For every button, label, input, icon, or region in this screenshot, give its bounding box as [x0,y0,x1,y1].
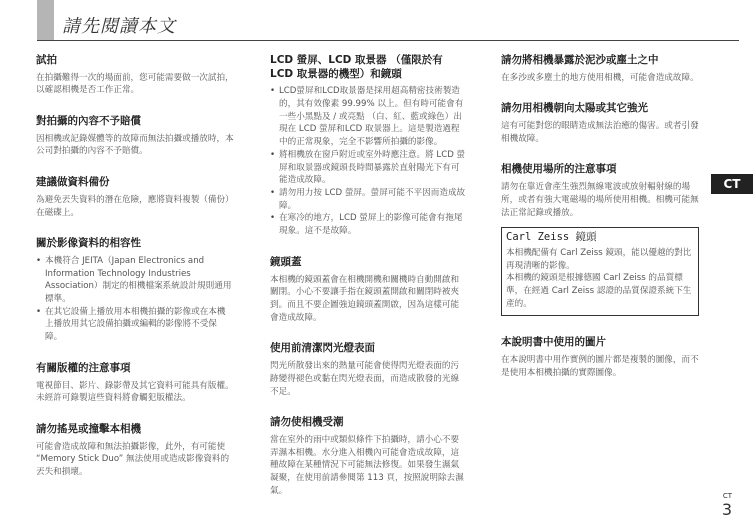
section-copyright [36,362,234,405]
page-language-code: CT [722,492,732,500]
column-1 [36,54,234,497]
bullet-item: • 請勿用力按 LCD 螢屏。螢屏可能不平因而造成故障。 [270,187,466,212]
section-body: 請勿在靠近會產生強烈無線電波或放射輻射線的場所，或者有強大電磁場的場所使用相機。相機可能無法正常記錄或播放。 [501,182,699,218]
section-flash [270,342,466,398]
section-sun [501,102,699,145]
section-sand-dust [501,54,699,84]
section-title: 鏡頭蓋 [270,255,302,268]
section-title: 有關版權的注意事項 [36,361,131,374]
bullet-item: • 本機符合 JEITA（Japan Electronics and Information Technology Industries Association）制定的相機檔案系統設計規則通用標準。 [36,255,234,306]
section-body: 這有可能對您的眼睛造成無法治癒的傷害。或者引發相機故障。 [501,121,699,144]
bullet-item: • 在寒冷的地方，LCD 螢屏上的影像可能會有拖尾現象。這不是故障。 [270,212,466,237]
bullet-item: • 在其它設備上播放用本相機拍攝的影像或在本機上播放用其它設備拍攝或編輯的影像將不受保障。 [36,306,234,344]
box-paragraph: 本相機配備有 Carl Zeiss 鏡頭，能以優越的對比再現清晰的影像。 [506,247,692,271]
section-title: 建議做資料備份 [36,176,110,189]
section-body: 閃光所散發出來的熱量可能會使得閃光燈表面的污跡變得褪色或黏在閃光燈表面，而造成散發的光線不足。 [270,361,460,397]
section-title: 本說明書中使用的圖片 [501,336,606,349]
bullet-list [270,85,466,238]
section-body: 為避免丟失資料的潛在危險，應將資料複製（備份）在磁碟上。 [36,194,234,218]
header-bar [37,0,54,41]
section-no-shake [36,423,234,479]
section-title: 請勿用相機朝向太陽或其它強光 [501,102,648,115]
section-moisture [270,416,466,497]
column-2 [270,54,466,515]
language-tab: CT [711,174,753,194]
bullet-item: • 將相機放在窗戶附近或室外時應注意。將 LCD 螢屏和取景器或鏡頭長時間暴露於直射陽光下有可能造成故障。 [270,149,466,187]
section-images [501,336,699,379]
section-lens-cover [270,256,466,325]
page-title: 請先閱讀本文 [62,16,176,37]
section-body: 在拍攝難得一次的場面前，您可能需要做一次試拍，以確認相機是否工作正常。 [36,72,234,96]
section-title: 對拍攝的內容不予賠償 [36,115,141,128]
column-3 [501,54,699,398]
section-title: 使用前清潔閃光燈表面 [270,342,375,355]
bullet-list [36,255,234,344]
section-location [501,163,699,219]
section-body: 在多沙或多塵土的地方使用相機，可能會造成故障。 [501,72,699,83]
section-title: 請勿搖晃或撞擊本相機 [36,422,141,435]
box-title: Carl Zeiss 鏡頭 [506,231,597,244]
section-body: 當在室外的雨中或類似條件下拍攝時，請小心不要弄濕本相機。水分進入相機內可能會造成故障，這種故障在某種情況下可能無法修復。如果發生濕氣凝聚，在使用前請參閱第 113 頁，按照說明除去濕氣。 [270,434,464,496]
section-body: 電視節目、影片、錄影帶及其它資料可能具有版權。未經許可錄製這些資料將會觸犯版權法。 [36,380,234,404]
section-title: 試拍 [36,54,57,66]
section-body: 可能會造成故障和無法拍攝影像，此外，有可能使 “Memory Stick Duo” 無法使用或造成影像資料的丟失和損壞。 [36,441,230,478]
section-title: LCD 螢屏、LCD 取景器 （僅限於有 LCD 取景器的機型）和鏡頭 [270,54,443,80]
box-paragraph: 本相機的鏡頭是根據德國 Carl Zeiss 的品質標準，在經過 Carl Zeiss 認證的品質保證系統下生產的。 [506,273,692,309]
bullet-item: • LCD螢屏和LCD取景器是採用超高精密技術製造的，其有效像素 99.99% 以上。但有時可能會有一些小黑點及 / 或亮點 （白、紅、藍或綠色）出現在 LCD 螢屏和LCD 取景器上。這是製造過程中的正常現象，完全不影響所拍攝的影像。 [270,85,466,149]
section-body: 因相機或記錄媒體等的故障而無法拍攝或播放時，本公司對拍攝的內容不予賠償。 [36,133,234,157]
section-no-compensation [36,115,234,158]
section-lcd [270,54,466,238]
section-body: 在本說明書中用作實例的圖片都是複製的圖像，而不是使用本相機拍攝的實際圖像。 [501,355,699,378]
section-title: 請勿將相機暴露於泥沙或塵土之中 [501,54,659,66]
header-rule [37,40,739,41]
section-compatibility [36,237,234,344]
page-number: 3 [721,500,732,519]
section-title: 相機使用場所的注意事項 [501,163,617,176]
section-title: 關於影像資料的相容性 [36,237,141,250]
section-test-shot [36,54,234,97]
section-backup [36,176,234,219]
section-title: 請勿使相機受潮 [270,416,344,429]
carl-zeiss-box [501,227,699,316]
section-body: 本相機的鏡頭蓋會在相機開機和關機時自動開啟和關閉。小心不要讓手指在鏡頭蓋開啟和關閉時被夾到。而且不要企圖強迫鏡頭蓋開啟，因為這樣可能會造成故障。 [270,274,460,323]
